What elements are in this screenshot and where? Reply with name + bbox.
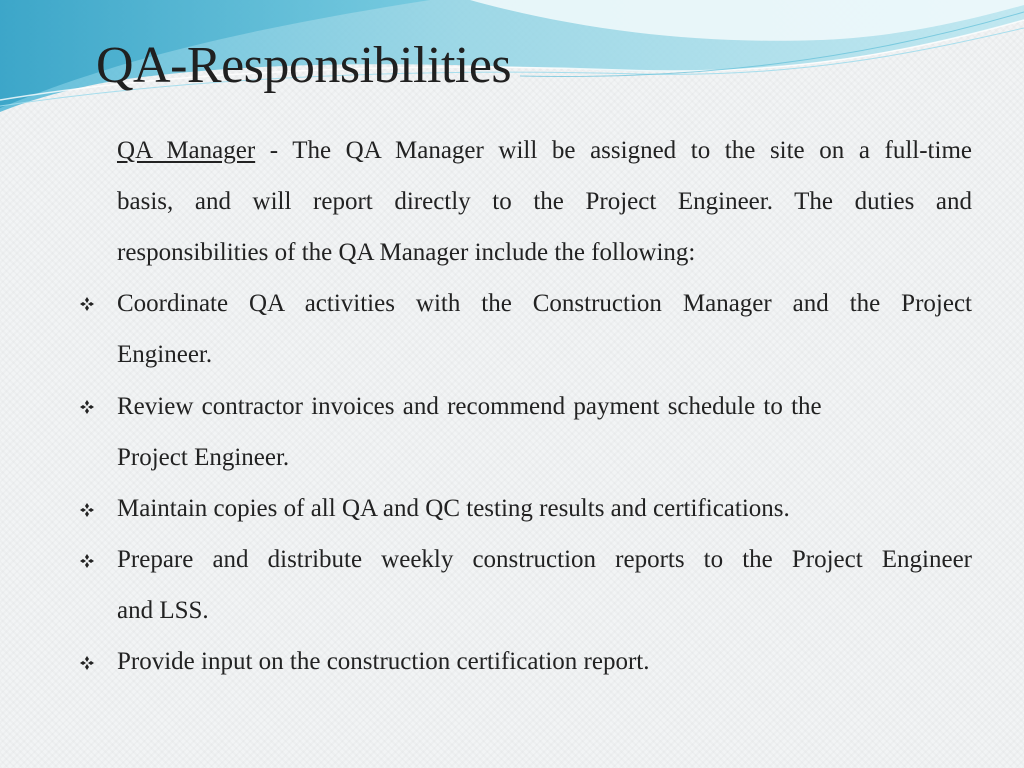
diamond-bullet-icon [80, 503, 94, 517]
bullet-4-line-1: Prepare and distribute weekly construction reports to the Project Engineer [117, 546, 972, 573]
diamond-bullet-icon [80, 400, 94, 414]
bullet-2-line-2: Project Engineer. [117, 444, 290, 471]
intro-text-1: - The QA Manager will be assigned to the site on a full-time [255, 137, 972, 164]
intro-line-3: responsibilities of the QA Manager include the following: [117, 239, 696, 266]
slide-title: QA-Responsibilities [96, 37, 512, 94]
bullet-4-line-2: and LSS. [117, 597, 209, 624]
bullet-3-line-1: Maintain copies of all QA and QC testing results and certifications. [117, 495, 790, 522]
diamond-bullet-icon [80, 656, 94, 670]
bullet-2-line-1: Review contractor invoices and recommend payment schedule to the [117, 393, 822, 420]
diamond-bullet-icon [80, 554, 94, 568]
bullet-1-line-2: Engineer. [117, 341, 213, 368]
bullet-5-line-1: Provide input on the construction certification report. [117, 648, 650, 675]
intro-line-2: basis, and will report directly to the Project Engineer. The duties and [117, 188, 972, 215]
qa-manager-label: QA Manager [117, 137, 256, 164]
bullet-1-line-1: Coordinate QA activities with the Construction Manager and the Project [117, 290, 972, 317]
intro-line-1 [117, 136, 972, 166]
diamond-bullet-icon [80, 297, 94, 311]
